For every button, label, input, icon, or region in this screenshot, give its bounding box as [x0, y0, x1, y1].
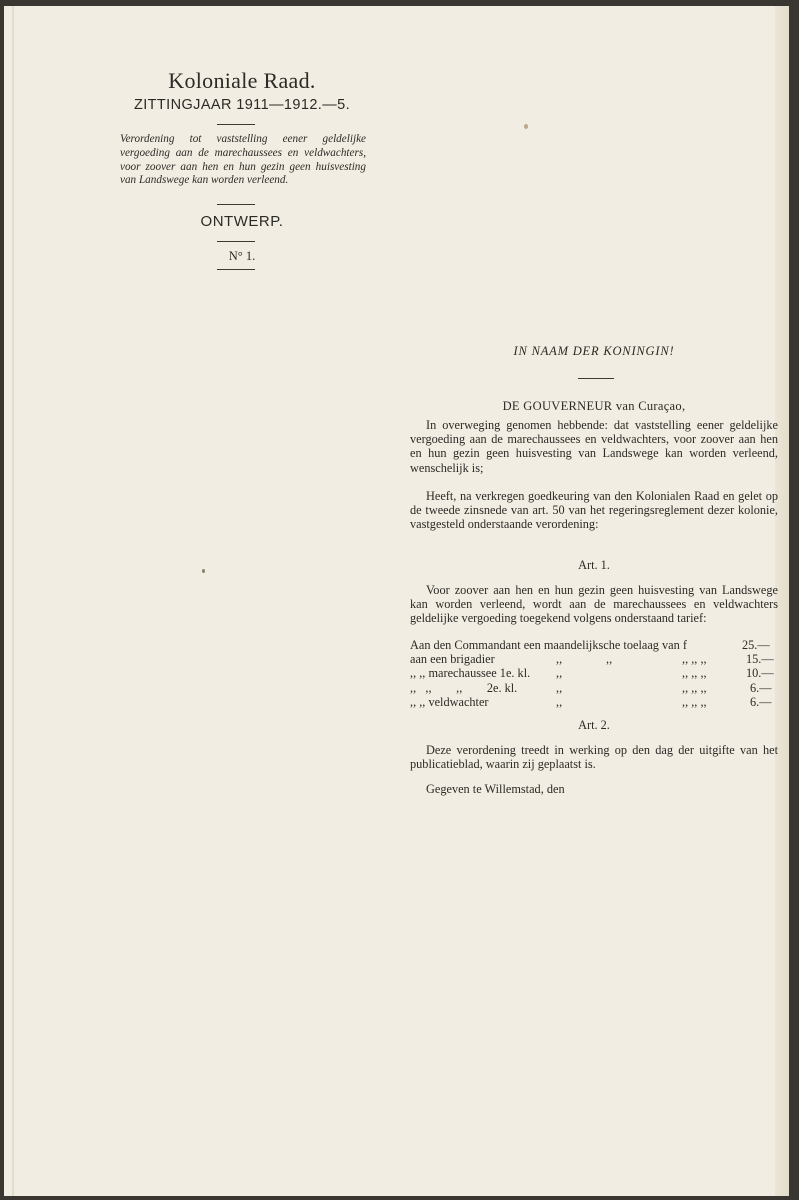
rate-amount: 15.— — [746, 652, 774, 667]
rate-row — [410, 681, 780, 695]
rate-amount: 6.— — [750, 680, 772, 695]
ditto-mark: ,, — [556, 694, 563, 709]
article-2-label: Art. 2. — [578, 718, 610, 732]
ditto-mark: ,, — [606, 652, 613, 667]
rate-amount: 25.— — [742, 638, 770, 652]
rate-label: ,, ,, ,, 2e. kl. — [410, 680, 518, 695]
ditto-mark: ,, ,, ,, — [682, 666, 707, 681]
divider — [217, 204, 255, 205]
governor-line: DE GOUVERNEUR van Curaçao, — [502, 399, 686, 413]
divider — [217, 269, 255, 270]
proclamation-heading: IN NAAM DER KONINGIN! — [513, 344, 675, 358]
rate-label: aan een brigadier — [410, 652, 495, 667]
paragraph-considering: In overweging genomen hebbende: dat vaststelling eener geldelijke vergoeding aan de marechaussees en veldwachters, voor zoover aan hen en hun gezin geen huisvesting van Landswege kan worden verleend, wenschelijk is; — [410, 418, 778, 475]
ditto-mark: ,, ,, ,, — [682, 652, 707, 667]
page-fold — [12, 6, 14, 1196]
rate-table — [410, 638, 780, 709]
session-year: ZITTINGJAAR 1911—1912.—5. — [133, 97, 351, 113]
ditto-mark: ,, ,, ,, — [682, 680, 707, 695]
divider — [217, 241, 255, 242]
paper-speck — [202, 569, 205, 573]
draft-label: ONTWERP. — [200, 213, 284, 230]
ordinance-subject: Verordening tot vaststelling eener geldelijke vergoeding aan de marechaussees en veldwachters, voor zoover aan hen en hun gezin geen huisvesting van Landswege kan worden verleend. — [120, 133, 366, 187]
council-title: Koloniale Raad. — [168, 68, 316, 93]
ditto-mark: ,, — [556, 652, 563, 667]
rate-amount: 10.— — [746, 666, 774, 681]
rate-row — [410, 638, 780, 652]
divider — [217, 124, 255, 125]
rate-row — [410, 695, 780, 709]
document-page — [4, 6, 789, 1196]
rate-amount: 6.— — [750, 694, 772, 709]
rate-row — [410, 652, 780, 666]
paper-speck — [524, 124, 528, 129]
closing-line: Gegeven te Willemstad, den — [426, 782, 565, 796]
rate-label: Aan den Commandant een maandelijksche toelaag van f — [410, 638, 687, 652]
document-number: N° 1. — [228, 249, 256, 263]
article-1-text: Voor zoover aan hen en hun gezin geen huisvesting van Landswege kan worden verleend, wordt aan de marechaussees en veldwachters geldelijke vergoeding toegekend volgens onderstaand tarief: — [410, 583, 778, 626]
ditto-mark: ,, — [556, 666, 563, 681]
rate-label: ,, ,, veldwachter — [410, 694, 489, 709]
rate-row — [410, 666, 780, 680]
article-1-label: Art. 1. — [578, 558, 610, 572]
divider — [578, 378, 614, 379]
rate-label: ,, ,, marechaussee 1e. kl. — [410, 666, 531, 681]
article-2-text: Deze verordening treedt in werking op den dag der uitgifte van het publicatieblad, waarin zij geplaatst is. — [410, 743, 778, 772]
paragraph-enactment: Heeft, na verkregen goedkeuring van den Kolonialen Raad en gelet op de tweede zinsnede van art. 50 van het regeringsreglement dezer kolonie, vastgesteld onderstaande verordening: — [410, 489, 778, 532]
ditto-mark: ,, ,, ,, — [682, 694, 707, 709]
ditto-mark: ,, — [556, 680, 563, 695]
